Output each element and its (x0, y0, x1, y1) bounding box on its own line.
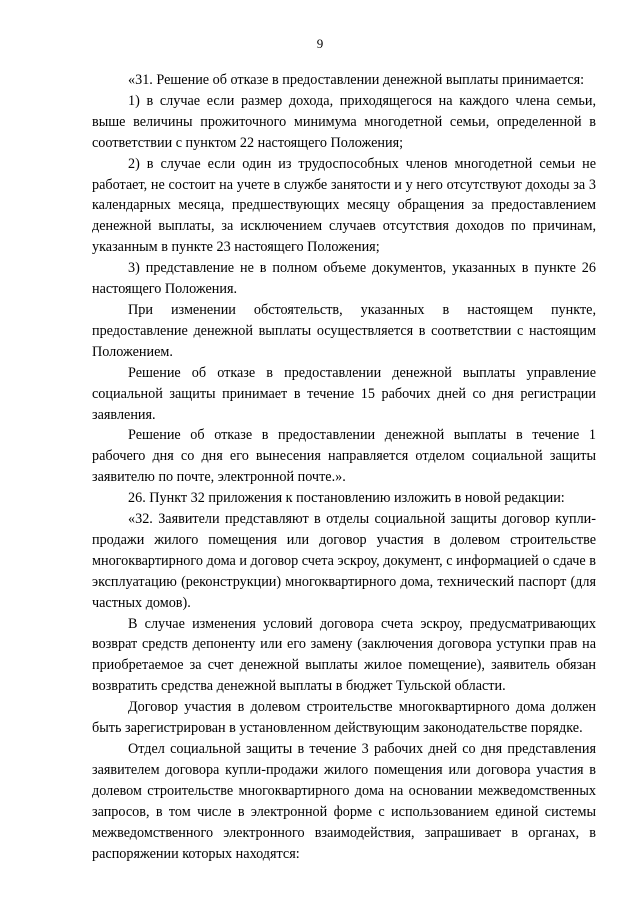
paragraph-refusal-decision: Решение об отказе в предоставлении денежной выплаты управление социальной защиты принимает в течение 15 рабочих дней со дня регистрации заявления. (92, 364, 596, 423)
paragraph-circumstances-change: При изменении обстоятельств, указанных в настоящем пункте, предоставление денежной выплаты осуществляется в соответствии с настоящим Положением. (92, 301, 596, 360)
paragraph-escrow-change: В случае изменения условий договора счета эскроу, предусматривающих возврат средств депоненту или его замену (заключения договора уступки прав на приобретаемое за счет денежной выплаты жилое помещение), заявитель обязан возвратить средства денежной выплаты в бюджет Тульской области. (92, 615, 596, 695)
page-number: 9 (316, 36, 324, 51)
paragraph-registration: Договор участия в долевом строительстве многоквартирного дома должен быть зарегистрирован в установленном действующим законодательстве порядке. (92, 699, 596, 737)
paragraph-32-intro: «32. Заявители представляют в отделы социальной защиты договор купли-продажи жилого помещения или договор участия в долевом строительстве многоквартирного дома и договор счета эскроу, документ, с информацией о сдаче в эксплуатацию (реконструкции) многоквартирного дома, технический паспорт (для частных домов). (92, 511, 596, 611)
paragraph-31-intro: «31. Решение об отказе в предоставлении денежной выплаты принимается: (128, 72, 585, 88)
paragraph-interagency-requests: Отдел социальной защиты в течение 3 рабочих дней со дня представления заявителем договора купли-продажи жилого помещения или договора участия в долевом строительстве многоквартирного дома на основании межведомственных запросов, в том числе в электронной форме с использованием единой системы межведомственного электронного взаимодействия, запрашивает в органах, в распоряжении которых находятся: (92, 741, 596, 862)
paragraph-31-item-2: 2) в случае если один из трудоспособных членов многодетной семьи не работает, не состоит на учете в службе занятости и у него отсутствуют доходы за 3 календарных месяца, предшествующих месяцу обращения за предоставлением денежной выплаты, за исключением случаев отсутствия доходов по причинам, указанным в пункте 23 настоящего Положения; (92, 155, 596, 256)
paragraph-amendment-26: 26. Пункт 32 приложения к постановлению изложить в новой редакции: (128, 490, 565, 507)
document-body (92, 70, 596, 864)
paragraph-refusal-notice: Решение об отказе в предоставлении денежной выплаты в течение 1 рабочего дня со дня его вынесения направляется отделом социальной защиты заявителю по почте, электронной почте.». (92, 427, 596, 486)
paragraph-31-item-3: 3) представление не в полном объеме документов, указанных в пункте 26 настоящего Положения. (92, 260, 596, 298)
paragraph-31-item-1: 1) в случае если размер дохода, приходящегося на каждого члена семьи, выше величины прожиточного минимума многодетной семьи, определенной в соответствии с пунктом 22 настоящего Положения; (92, 92, 596, 151)
